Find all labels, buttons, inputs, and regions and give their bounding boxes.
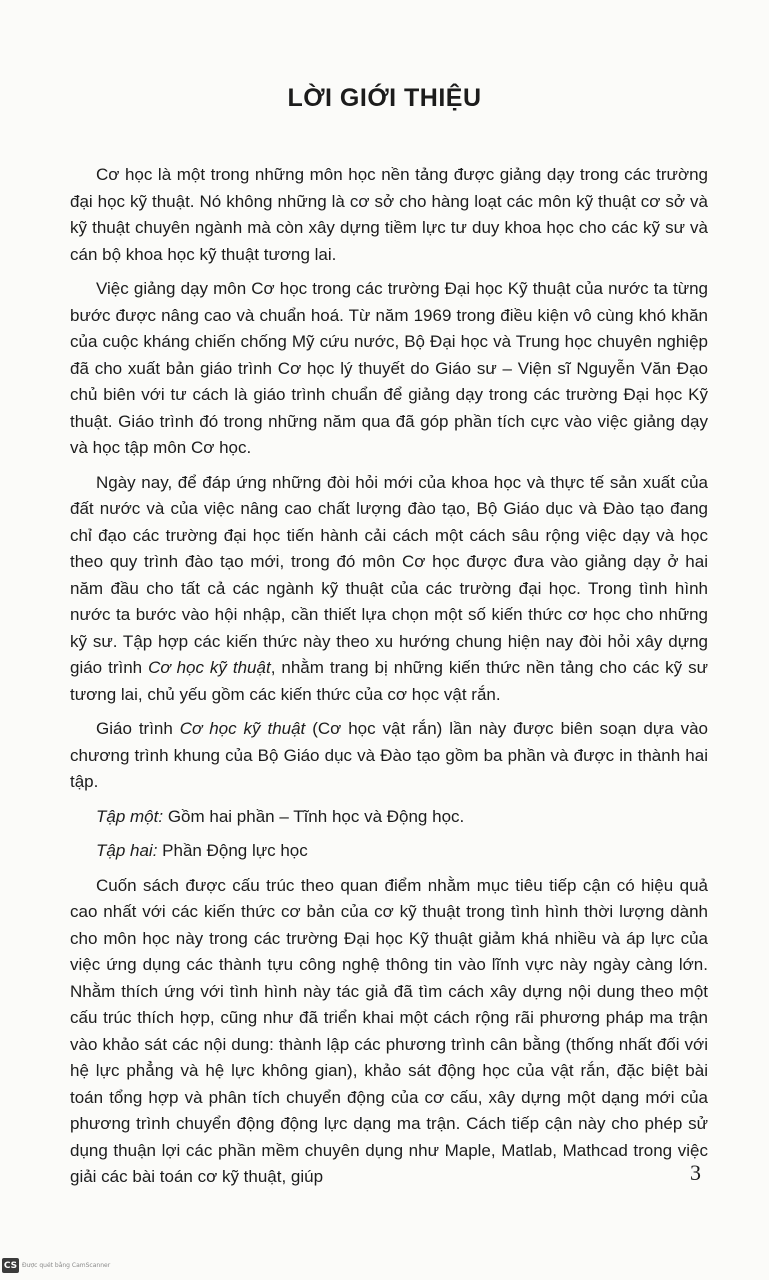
paragraph-2: Việc giảng dạy môn Cơ học trong các trường Đại học Kỹ thuật của nước ta từng bước được nâng cao và chuẩn hoá. Từ năm 1969 trong điều kiện vô cùng khó khăn của cuộc kháng chiến chống Mỹ cứu nước, Bộ Đại học và Trung học chuyên nghiệp đã cho xuất bản giáo trình Cơ học lý thuyết do Giáo sư – Viện sĩ Nguyễn Văn Đạo chủ biên với tư cách là giáo trình chuẩn để giảng dạy trong các trường Đại học Kỹ thuật. Giáo trình đó trong những năm qua đã góp phần tích cực vào việc giảng dạy và học tập môn Cơ học. <box>70 279 708 457</box>
paragraph-6-text-after: Phần Động lực học <box>157 841 308 860</box>
paragraph-4-text-after: (Cơ học vật rắn) lần này được biên soạn dựa vào chương trình khung của Bộ Giáo dục và Đào tạo gồm ba phần và được in thành hai tập. <box>70 719 709 791</box>
scanner-watermark-text: Được quét bằng CamScanner <box>22 1262 111 1269</box>
scanner-watermark <box>2 1258 110 1273</box>
body-text <box>70 162 708 1199</box>
paragraph-3 <box>70 470 708 709</box>
paragraph-5-italic-label: Tập một: <box>96 806 164 826</box>
paragraph-4-text-before: Giáo trình <box>96 719 180 738</box>
page-title: LỜI GIỚI THIỆU <box>287 84 482 112</box>
paragraph-3-text-before: Ngày nay, để đáp ứng những đòi hỏi mới của khoa học và thực tế sản xuất của đất nước và của việc nâng cao chất lượng đào tạo, Bộ Giáo dục và Đào tạo đang chỉ đạo các trường đại học tiến hành cải cách một cách sâu rộng việc dạy và học theo quy trình đào tạo mới, trong đó môn Cơ học được đưa vào giảng dạy ở hai năm đầu cho tất cả các ngành kỹ thuật của các trường đại học. Trong tình hình nước ta bước vào hội nhập, cần thiết lựa chọn một số kiến thức cơ học cho những kỹ sư. Tập hợp các kiến thức này theo xu hướng chung hiện nay đòi hỏi xây dựng giáo trình <box>70 472 708 677</box>
paragraph-6-italic-label: Tập hai: <box>96 841 158 860</box>
paragraph-3-text-after: , nhằm trang bị những kiến thức nền tảng cho các kỹ sư tương lai, chủ yếu gồm các kiến thức của cơ học vật rắn. <box>70 658 708 704</box>
paragraph-5-text-after: Gồm hai phần – Tĩnh học và Động học. <box>163 806 465 826</box>
paragraph-7: Cuốn sách được cấu trúc theo quan điểm nhằm mục tiêu tiếp cận có hiệu quả cao nhất với các kiến thức cơ bản của cơ kỹ thuật trong tình hình thời lượng dành cho môn học này trong các trường Đại học Kỹ thuật giảm khá nhiều và áp lực của việc ứng dụng các thành tựu công nghệ thông tin vào lĩnh vực này ngày càng lớn. Nhằm thích ứng với tình hình này tác giả đã tìm cách xây dựng nội dung theo một cấu trúc thích hợp, cũng như đã triển khai một cách rộng rãi phương pháp ma trận vào khảo sát các nội dung: thành lập các phương trình cân bằng (thống nhất đối với hệ lực phẳng và hệ lực không gian), khảo sát động học của vật rắn, đặc biệt bài toán tổng hợp và phân tích chuyển động của cơ cấu, xây dựng một dạng mới của phương trình chuyển động động lực dạng ma trận. Cách tiếp cận này cho phép sử dụng thuận lợi các phần mềm chuyên dụng như Maple, Matlab, Mathcad trong việc giải các bài toán cơ kỹ thuật, giúp <box>70 875 708 1186</box>
paragraph-5 <box>70 804 708 831</box>
page-number: 3 <box>690 1160 701 1185</box>
paragraph-3-italic-title: Cơ học kỹ thuật <box>148 658 271 677</box>
paragraph-1: Cơ học là một trong những môn học nền tảng được giảng dạy trong các trường đại học kỹ thuật. Nó không những là cơ sở cho hàng loạt các môn kỹ thuật cơ sở và kỹ thuật chuyên ngành mà còn xây dựng tiềm lực tư duy khoa học cho các kỹ sư và cán bộ khoa học kỹ thuật tương lai. <box>70 165 708 264</box>
paragraph-4-italic-title: Cơ học kỹ thuật <box>179 719 306 738</box>
paragraph-4 <box>70 716 708 796</box>
paragraph-6 <box>70 838 708 865</box>
camscanner-logo-icon: CS <box>2 1258 19 1273</box>
